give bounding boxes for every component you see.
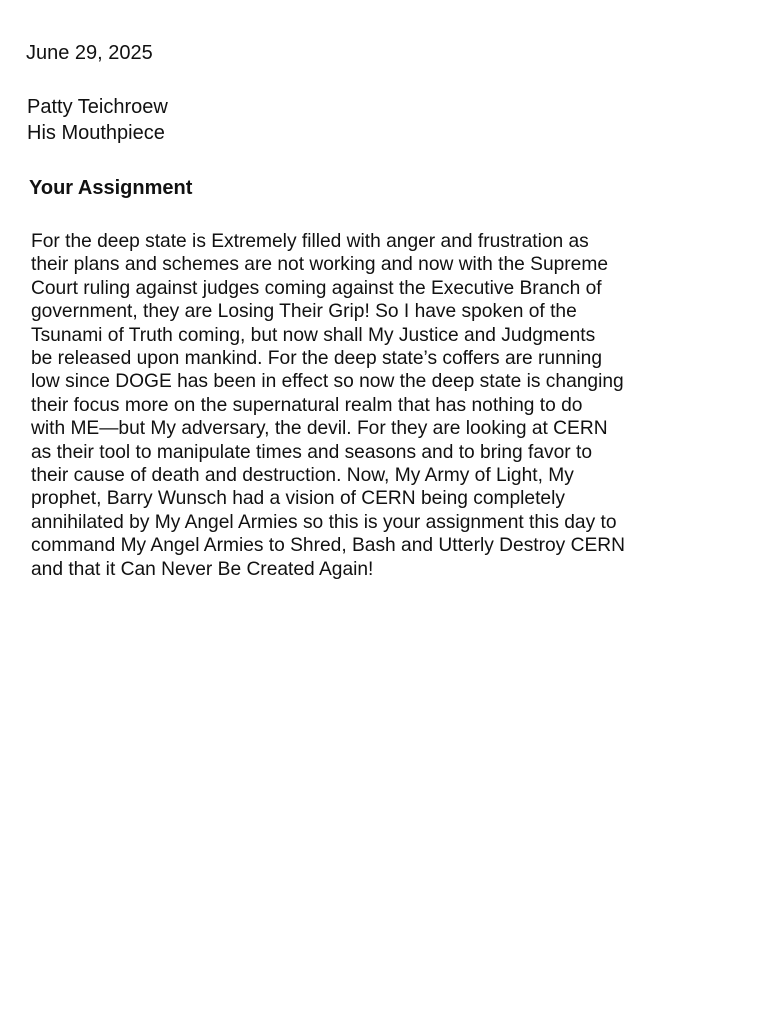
author-name: Patty Teichroew bbox=[27, 96, 168, 118]
body-line: annihilated by My Angel Armies so this is your assignment this day to bbox=[31, 511, 617, 533]
body-line: government, they are Losing Their Grip! So I have spoken of the bbox=[31, 301, 577, 323]
body-line: command My Angel Armies to Shred, Bash and Utterly Destroy CERN bbox=[31, 535, 625, 557]
body-line: For the deep state is Extremely filled with anger and frustration as bbox=[31, 231, 589, 252]
author-block bbox=[27, 94, 168, 146]
body-line: be released upon mankind. For the deep state’s coffers are running bbox=[31, 348, 603, 370]
body-line: their plans and schemes are not working and now with the Supreme bbox=[31, 254, 609, 276]
document-heading: Your Assignment bbox=[29, 177, 193, 199]
body-line: their focus more on the supernatural realm that has nothing to do bbox=[31, 394, 583, 416]
body-line: Court ruling against judges coming against the Executive Branch of bbox=[31, 277, 602, 299]
body-paragraph bbox=[31, 230, 731, 581]
body-line: their cause of death and destruction. Now, My Army of Light, My bbox=[31, 465, 574, 487]
body-line: low since DOGE has been in effect so now the deep state is changing bbox=[31, 371, 624, 393]
body-line: with ME—but My adversary, the devil. For they are looking at CERN bbox=[31, 418, 608, 440]
body-line: Tsunami of Truth coming, but now shall My Justice and Judgments bbox=[31, 324, 596, 346]
author-title: His Mouthpiece bbox=[27, 122, 165, 144]
document-date: June 29, 2025 bbox=[26, 42, 153, 64]
body-line: as their tool to manipulate times and seasons and to bring favor to bbox=[31, 441, 593, 463]
body-line: prophet, Barry Wunsch had a vision of CERN being completely bbox=[31, 488, 565, 510]
body-line: and that it Can Never Be Created Again! bbox=[31, 558, 374, 580]
